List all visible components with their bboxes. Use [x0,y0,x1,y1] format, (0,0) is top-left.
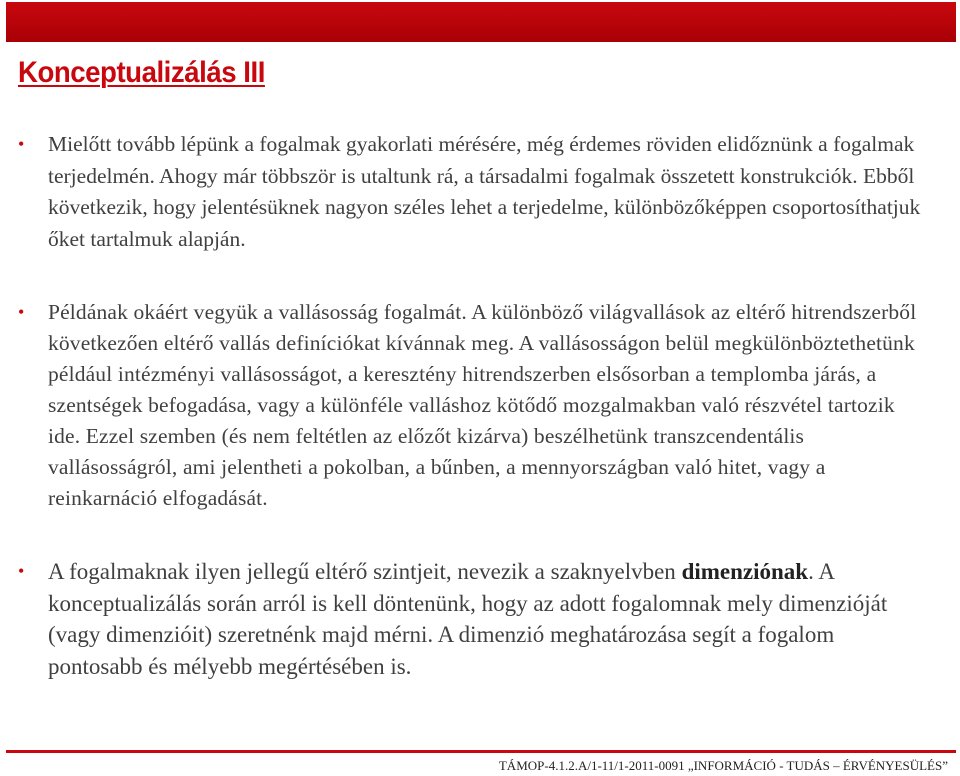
bullet-item [18,129,923,255]
bullet-text: Példának okáért vegyük a vallásosság fogalmát. A különböző világvallások az eltérő hitrendszerből következően eltérő vallás definíciókat kívánnak meg. A vallásosságon belül megkülönböztethetünk például intézményi vallásosságot, a keresztény hitrendszerben elsősorban a templomba járás, a szentségek befogadása, vagy a különféle valláshoz kötődő mozgalmakban való részvétel tartozik ide. Ezzel szemben (és nem feltétlen az előzőt kizárva) beszélhetünk transzcendentális vallásosságról, ami jelentheti a pokolban, a bűnben, a mennyországban való hitet, vagy a reinkarnáció elfogadását. [48,300,917,510]
footer-text: TÁMOP-4.1.2.A/1-11/1-2011-0091 „INFORMÁCIÓ - TUDÁS – ÉRVÉNYESÜLÉS” [498,758,948,773]
bullet-text [48,556,923,682]
bullet-icon: • [18,134,25,154]
bullet-item [18,297,923,514]
bullet-text-pre: A fogalmaknak ilyen jellegű eltérő szintjeit, nevezik a szaknyelvben [48,559,682,584]
bullet-icon: • [18,302,25,322]
bullet-icon: • [18,561,25,581]
bullet-text: Mielőtt tovább lépünk a fogalmak gyakorlati mérésére, még érdemes röviden elidőznünk a fogalmak terjedelmén. Ahogy már többször is utaltunk rá, a társadalmi fogalmak összetett konstrukciók. Ebből következik, hogy jelentésüknek nagyon széles lehet a terjedelme, különbözőképpen csoportosíthatjuk őket tartalmuk alapján. [48,132,921,251]
header-bar [6,2,956,42]
slide-title: Konceptualizálás III [18,56,265,89]
bullet-text-post: . A konceptualizálás során arról is kell döntenünk, hogy az adott fogalomnak mely dimenzióját (vagy dimenzióit) szeretnénk majd mérni. A dimenzió meghatározása segít a fogalom pontosabb és mélyebb megértésében is. [48,559,888,679]
footer-divider [6,750,956,753]
term-dimension: dimenziónak [681,559,809,584]
bullet-item [18,556,923,682]
